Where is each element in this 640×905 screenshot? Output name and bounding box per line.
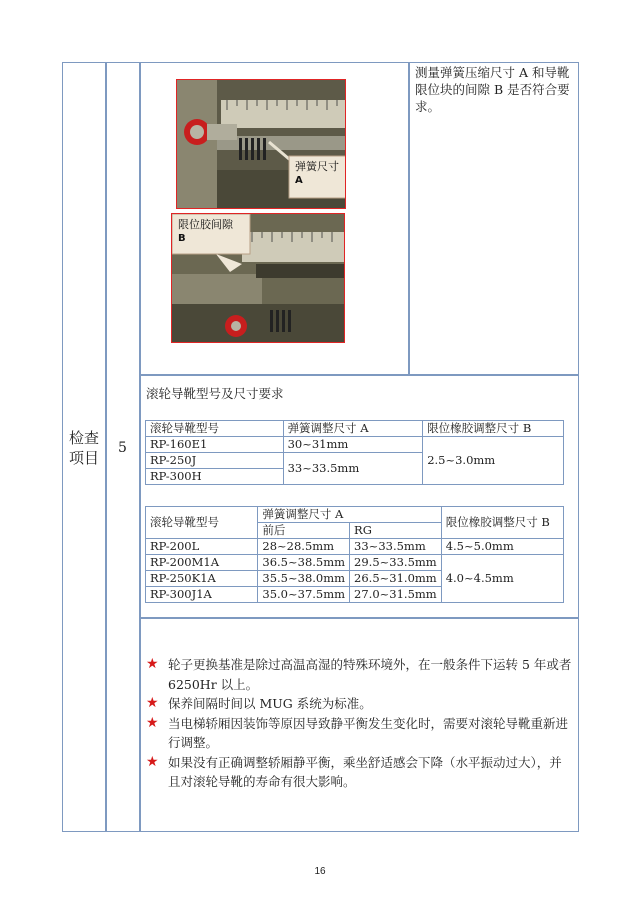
table2-rg: 26.5~31.0mm	[350, 571, 442, 587]
spring-size-callout-text: 弹簧尺寸	[295, 160, 339, 173]
list-item	[146, 694, 572, 714]
table2-header-model: 滚轮导靴型号	[146, 507, 258, 539]
row-divider-1	[139, 374, 579, 376]
list-item	[146, 655, 572, 694]
table2-model: RP-200L	[146, 539, 258, 555]
table2-rg: 33~33.5mm	[350, 539, 442, 555]
note-text: 当电梯轿厢因装饰等原因导致静平衡发生变化时，需要对滚轮导靴重新进行调整。	[168, 715, 569, 750]
spring-size-callout	[295, 160, 339, 188]
spring-size-photo	[176, 79, 346, 209]
table1-header-limit: 限位橡胶调整尺寸 B	[423, 421, 564, 437]
notes-list	[146, 655, 572, 792]
table-row	[146, 507, 564, 523]
table2-header-limit: 限位橡胶调整尺寸 B	[441, 507, 563, 539]
table2-rg: 29.5~33.5mm	[350, 555, 442, 571]
table-row	[146, 421, 564, 437]
table1-spring-a: 30~31mm	[283, 437, 423, 453]
table2-rg: 27.0~31.5mm	[350, 587, 442, 603]
table2-limit: 4.5~5.0mm	[441, 539, 563, 555]
table2-front: 35.5~38.0mm	[258, 571, 350, 587]
table2-model: RP-250K1A	[146, 571, 258, 587]
table2-front: 35.0~37.5mm	[258, 587, 350, 603]
table2-header-rg: RG	[350, 523, 442, 539]
table2-header-front: 前后	[258, 523, 350, 539]
table2-model: RP-200M1A	[146, 555, 258, 571]
note-text: 保养间隔时间以 MUG 系统为标准。	[168, 696, 372, 711]
star-icon: ★	[146, 695, 159, 711]
category-label: 检查 项目	[68, 429, 99, 467]
section-title: 滚轮导靴型号及尺寸要求	[146, 386, 284, 401]
list-item	[146, 753, 572, 792]
spec-table-1	[145, 420, 564, 485]
photo-desc-divider	[408, 62, 410, 374]
item-number: 5	[118, 440, 127, 456]
table1-header-model: 滚轮导靴型号	[146, 421, 284, 437]
table1-model: RP-250J	[146, 453, 284, 469]
star-icon: ★	[146, 714, 159, 731]
table2-front: 28~28.5mm	[258, 539, 350, 555]
limit-gap-callout-text: 限位胶间隙	[178, 218, 233, 231]
table1-spring-a: 33~33.5mm	[283, 453, 423, 485]
table1-header-spring: 弹簧调整尺寸 A	[283, 421, 423, 437]
table2-limit-shared: 4.0~4.5mm	[441, 555, 563, 603]
table2-header-spring: 弹簧调整尺寸 A	[258, 507, 441, 523]
measure-description: 测量弹簧压缩尺寸 A 和导靴限位块的间隙 B 是否符合要求。	[415, 65, 570, 114]
spring-size-photo-drawing	[177, 80, 345, 208]
table-row	[146, 555, 564, 571]
list-item	[146, 714, 572, 753]
row-divider-2	[139, 617, 579, 619]
limit-gap-photo	[171, 213, 345, 343]
note-text: 轮子更换基准是除过高温高湿的特殊环境外，在一般条件下运转 5 年或者 6250Hr 以上。	[168, 657, 572, 692]
page-number: 16	[314, 866, 326, 877]
column-divider-2	[139, 62, 141, 832]
table1-model: RP-160E1	[146, 437, 284, 453]
table-row	[146, 437, 564, 453]
spring-size-callout-letter: A	[295, 175, 303, 186]
note-text: 如果没有正确调整轿厢静平衡，乘坐舒适感会下降（水平振动过大），并且对滚轮导靴的寿命有很大影响。	[168, 754, 562, 789]
table-row	[146, 539, 564, 555]
table2-model: RP-300J1A	[146, 587, 258, 603]
limit-gap-callout	[178, 218, 233, 246]
table1-model: RP-300H	[146, 469, 284, 485]
star-icon: ★	[146, 753, 159, 770]
table1-limit-b: 2.5~3.0mm	[423, 437, 564, 485]
limit-gap-callout-letter: B	[178, 233, 186, 244]
spec-table-2	[145, 506, 564, 603]
star-icon: ★	[146, 656, 159, 672]
table2-front: 36.5~38.5mm	[258, 555, 350, 571]
